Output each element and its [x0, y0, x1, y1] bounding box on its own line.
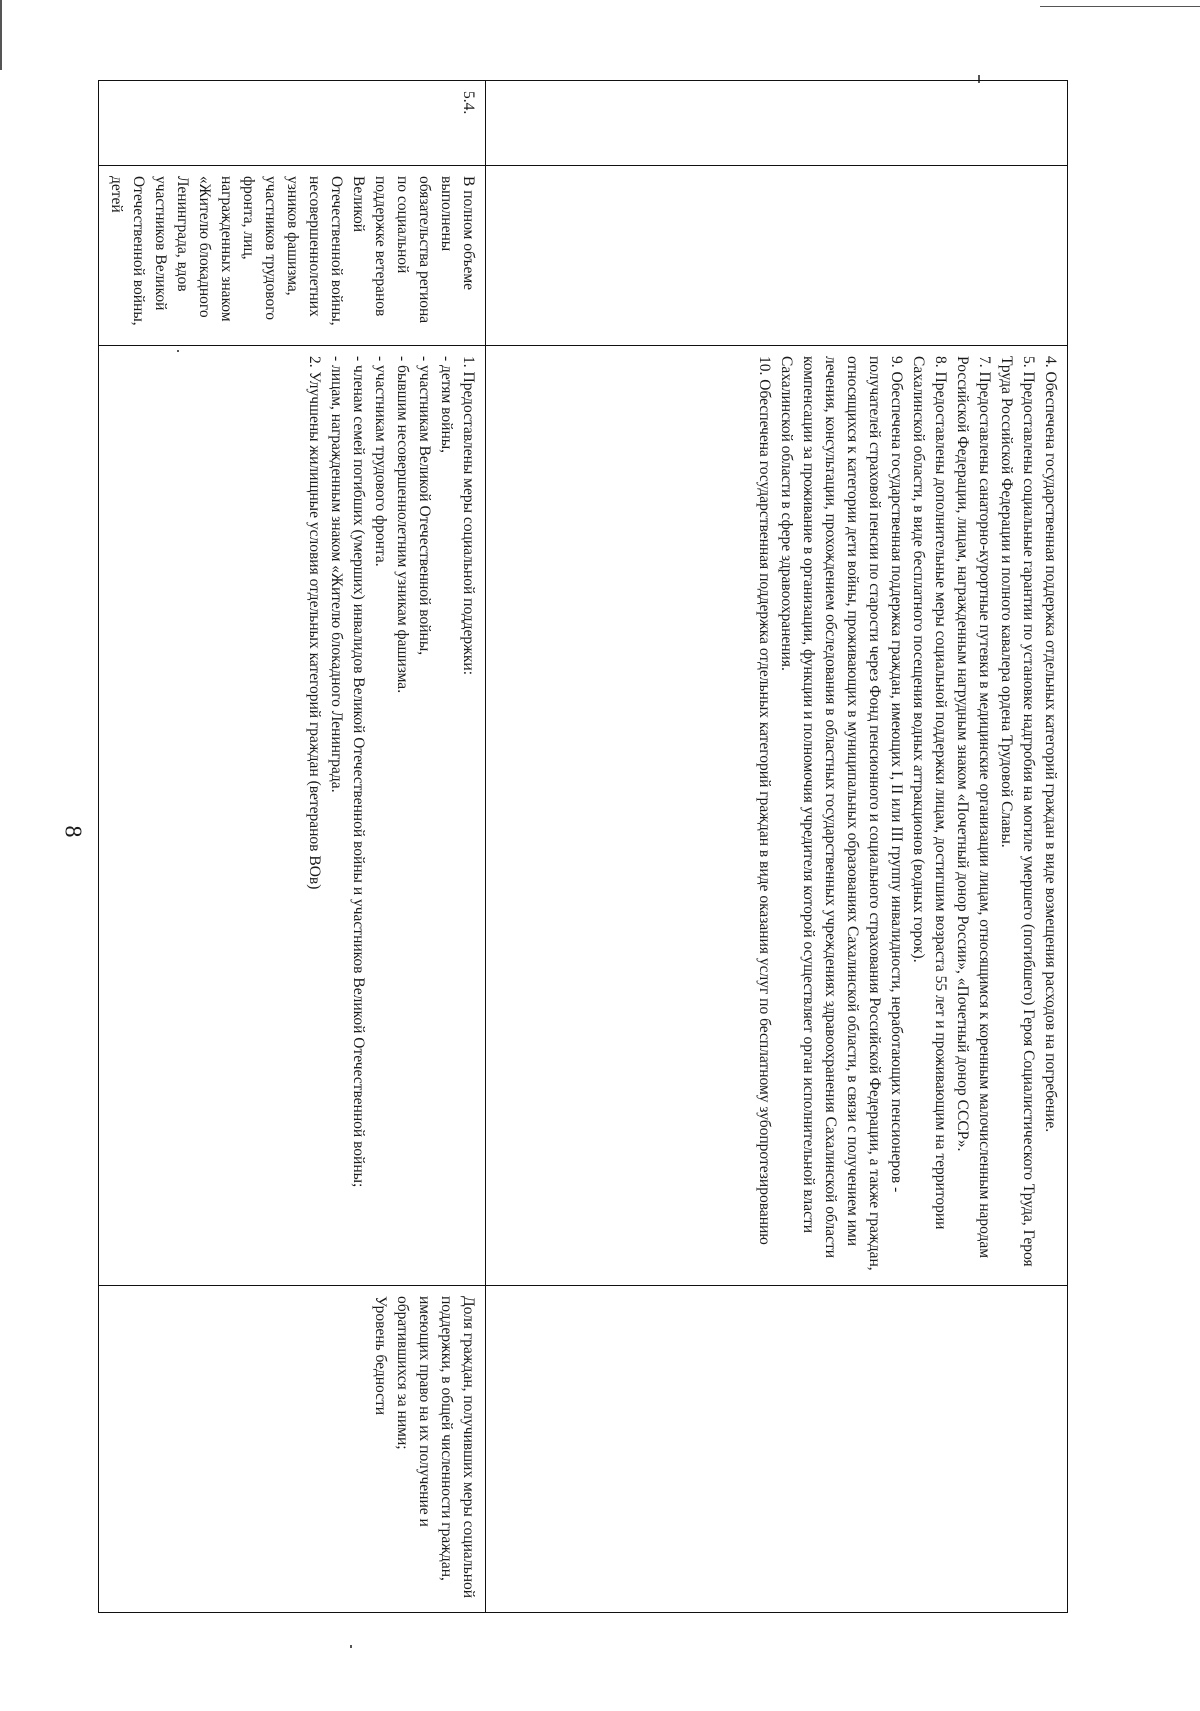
row-number-cell [486, 81, 1068, 166]
result-cell: В полном объеме выполнены обязательства региона по социальной поддержке ветеранов Великой Отечественной войны, несовершеннолетних узников фашизма, участников трудового фронта, лиц, награжденных знаком «Жителю блокадного Ленинграда, вдов участников Великой Отечественной войны, детей [99, 166, 486, 346]
scan-top-line [1040, 6, 1200, 7]
measure-item: - лицам, награжденным знаком «Жителю блокадного Ленинграда. [328, 356, 345, 793]
measure-item: - членам семей погибших (умерших) инвалидов Великой Отечественной войны и участников Великой Отечественной войны; [350, 356, 367, 1188]
measures-table [98, 80, 1068, 1613]
measure-item: 1. Предоставлены меры социальной поддержки: [460, 356, 477, 675]
measure-item: 4. Обеспечена государственная поддержка отдельных категорий граждан в виде возмещения расходов на погребение. [1042, 356, 1059, 1133]
measure-item: 10. Обеспечена государственная поддержка отдельных категорий граждан в виде оказания услуг по бесплатному зубопротезированию [756, 356, 773, 1245]
measure-item: 5. Предоставлены социальные гарантии по установке надгробия на могиле умершего (погибшего) Героя Социалистического Труда, Героя Труда Российской Федерации и полного кавалера ордена Трудовой Славы. [998, 356, 1037, 1267]
result-cell [486, 166, 1068, 346]
indicators-cell [99, 1286, 486, 1613]
measure-item: - участникам Великой Отечественной войны, [416, 356, 433, 656]
table-row [486, 81, 1068, 1613]
measure-item: 8. Предоставлены дополнительные меры социальной поддержки лицам, достигшим возраста 55 лет и проживающим на территории Сахалинской области, в виде бесплатного посещения водных аттракционов (водных горок). [910, 356, 949, 1230]
measure-item: 2. Улучшены жилищные условия отдельных категорий граждан (ветеранов ВОв) [306, 356, 323, 890]
measure-item: - бывшим несовершеннолетним узникам фашизма. [394, 356, 411, 694]
measure-item: 9. Обеспечена государственная поддержка граждан, имеющих I, II или III группу инвалидности, неработающих пенсионеров - получателей страховой пенсии по старости через Фонд пенсионного и социального страхования Российской Федерации, а также граждан, относящихся к категории дети войны, проживающих в муниципальных образованиях Сахалинской области, в связи с получением ими лечения, консультации, прохождением обследования в областных государственных учреждениях здравоохранения Сахалинской области компенсации за проживание в организации, функции и полномочия учредителя которой осуществляет орган исполнительной власти Сахалинской области в сфере здравоохранения. [778, 356, 905, 1271]
page-number: 8 [59, 825, 86, 838]
measure-item: 7. Предоставлены санаторно-курортные путевки в медицинские организации лицам, относящимся к коренным малочисленным народам Российской Федерации, лицам, награжденным нагрудным знаком «Почетный донор России», «Почетный донор СССР». [954, 356, 993, 1259]
scan-dot [350, 1645, 352, 1648]
indicator-item: Уровень бедности [372, 1296, 389, 1416]
indicator-item: Доля граждан, получивших меры социальной поддержки, в общей численности граждан, имеющих право на их получение и обратившихся за ними; [394, 1296, 477, 1599]
measures-cell [99, 346, 486, 1286]
table-row [99, 81, 486, 1613]
measure-item: - детям войны, [438, 356, 455, 454]
row-number-cell: 5.4. [99, 81, 486, 166]
rotated-table-container [108, 80, 1068, 1612]
scan-edge-mark [0, 0, 2, 70]
measure-item: - участникам трудового фронта. [372, 356, 389, 567]
indicators-cell [486, 1286, 1068, 1613]
measures-cell [486, 346, 1068, 1286]
